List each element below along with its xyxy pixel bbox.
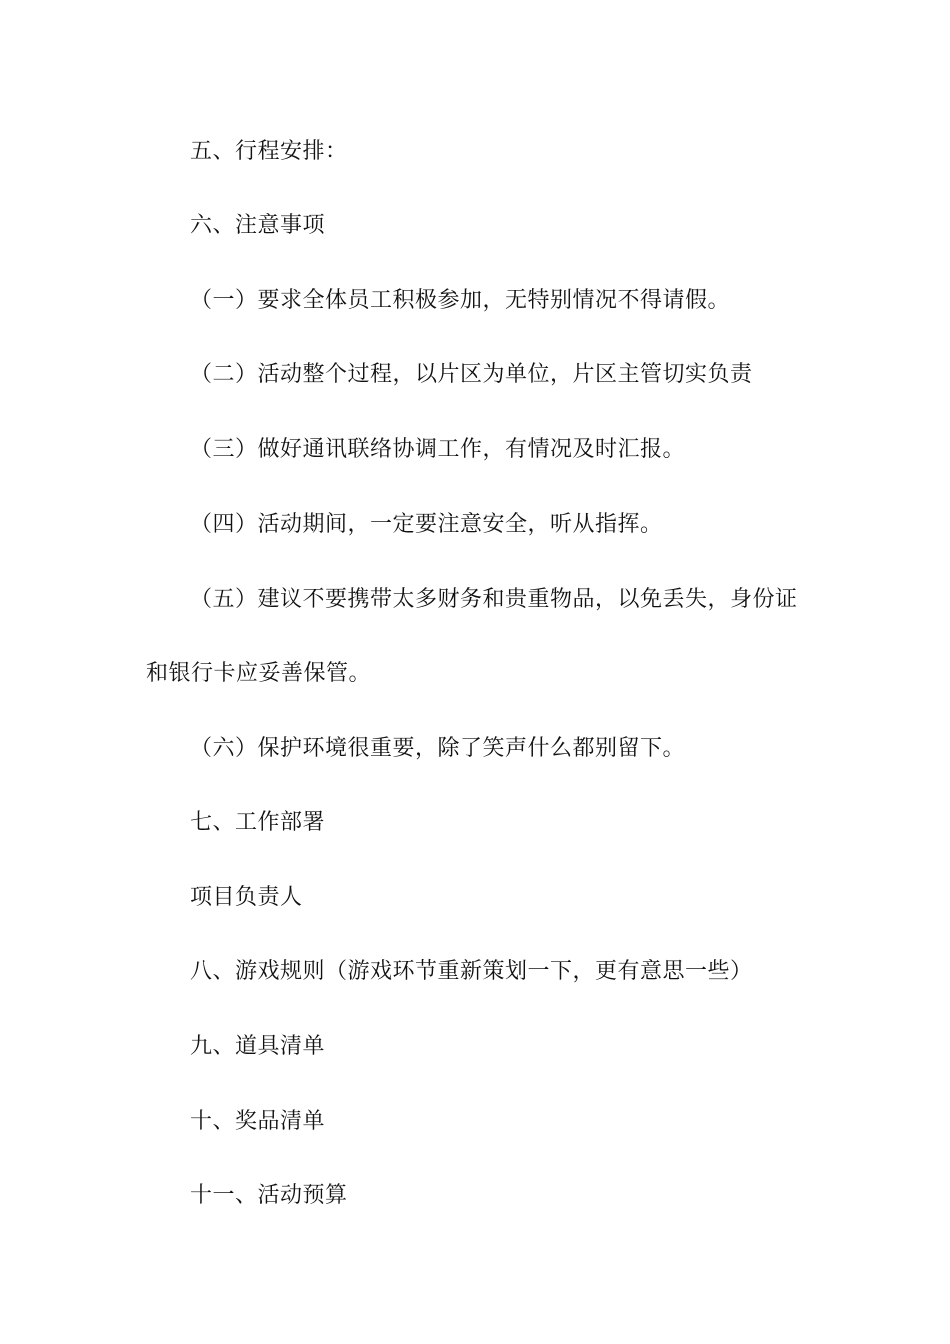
note-item-2: （二）活动整个过程，以片区为单位，片区主管切实负责 [190, 362, 753, 387]
note-item-5: （五）建议不要携带太多财务和贵重物品，以免丢失，身份证 [190, 587, 798, 612]
note-item-4: （四）活动期间，一定要注意安全，听从指挥。 [190, 512, 663, 537]
note-item-6: （六）保护环境很重要，除了笑声什么都别留下。 [190, 736, 686, 761]
section-7-body: 项目负责人 [190, 885, 303, 910]
section-6-heading: 六、注意事项 [190, 213, 326, 238]
section-10-heading: 十、奖品清单 [190, 1109, 326, 1134]
note-item-1: （一）要求全体员工积极参加，无特别情况不得请假。 [190, 288, 731, 313]
section-11-heading: 十一、活动预算 [190, 1183, 348, 1208]
section-9-heading: 九、道具清单 [190, 1034, 326, 1059]
section-8-heading: 八、游戏规则（游戏环节重新策划一下，更有意思一些） [190, 959, 753, 984]
note-item-5-continuation: 和银行卡应妥善保管。 [146, 661, 372, 686]
section-7-heading: 七、工作部署 [190, 810, 326, 835]
section-5-heading: 五、行程安排： [190, 139, 348, 164]
note-item-3: （三）做好通讯联络协调工作，有情况及时汇报。 [190, 437, 686, 462]
